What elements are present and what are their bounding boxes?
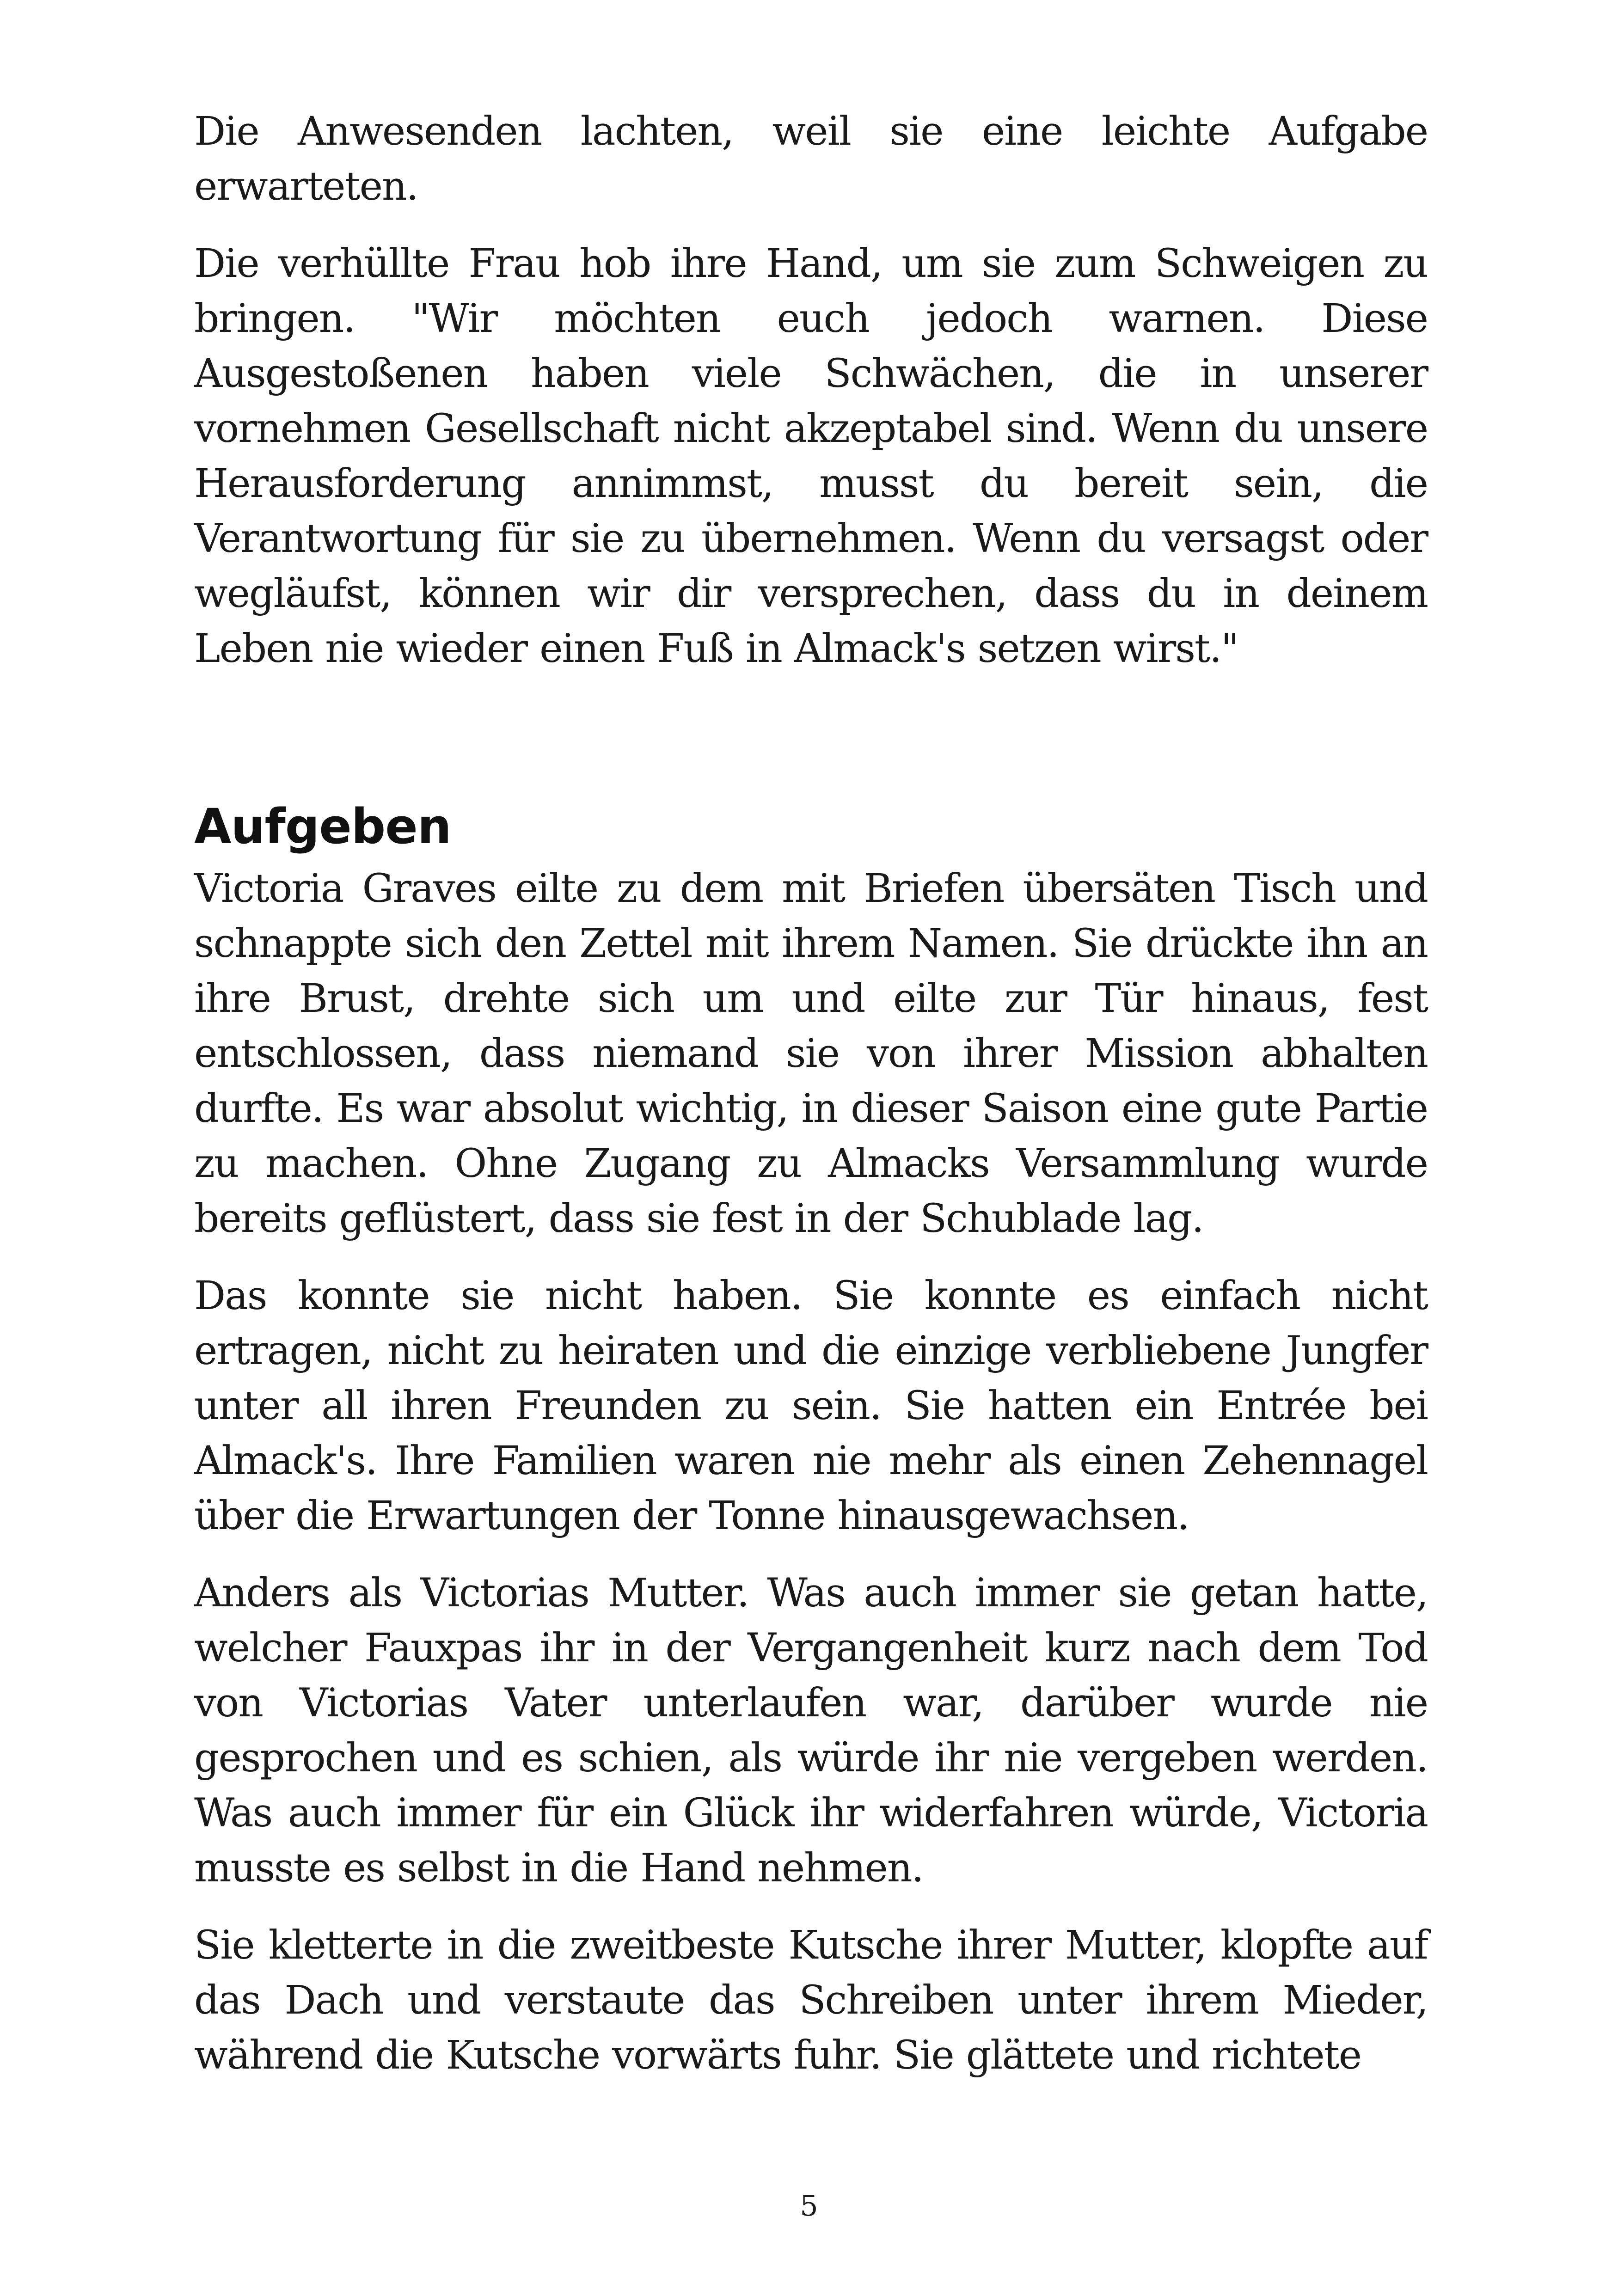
paragraph-2: Die verhüllte Frau hob ihre Hand, um sie zum Schweigen zu bringen. "Wir möchten euch jedoch warnen. Diese Ausgestoßenen haben viele Schwächen, die in unserer vornehmen Gesellschaft nicht akzeptabel sind. Wenn du unsere Herausforderung annimmst, musst du bereit sein, die Verantwortung für sie zu übernehmen. Wenn du versagst oder wegläufst, können wir dir versprechen, dass du in deinem Leben nie wieder einen Fuß in Almack's setzen wirst." bbox=[194, 241, 1428, 672]
page-number: 5 bbox=[800, 2189, 818, 2223]
paragraph-5: Anders als Victorias Mutter. Was auch immer sie getan hatte, welcher Fauxpas ihr in der Vergangenheit kurz nach dem Tod von Victorias Vater unterlaufen war, darüber wurde nie gesprochen und es schien, als würde ihr nie vergeben werden. Was auch immer für ein Glück ihr widerfahren würde, Victoria musste es selbst in die Hand nehmen. bbox=[194, 1570, 1428, 1891]
paragraph-3: Victoria Graves eilte zu dem mit Briefen übersäten Tisch und schnappte sich den Zettel mit ihrem Namen. Sie drückte ihn an ihre Brust, drehte sich um und eilte zur Tür hinaus, fest entschlossen, dass niemand sie von ihrer Mission abhalten durfte. Es war absolut wichtig, in dieser Saison eine gute Partie zu machen. Ohne Zugang zu Almacks Versammlung wurde bereits geflüstert, dass sie fest in der Schublade lag. bbox=[194, 866, 1428, 1242]
section-heading: Aufgeben bbox=[194, 798, 451, 855]
paragraph-6: Sie kletterte in die zweitbeste Kutsche ihrer Mutter, klopfte auf das Dach und verstaute das Schreiben unter ihrem Mieder, während die Kutsche vorwärts fuhr. Sie glättete und richtete bbox=[194, 1923, 1428, 2078]
paragraph-1: Die Anwesenden lachten, weil sie eine leichte Aufgabe erwarteten. bbox=[194, 109, 1428, 209]
page-body bbox=[194, 104, 1428, 2083]
paragraph-4: Das konnte sie nicht haben. Sie konnte es einfach nicht ertragen, nicht zu heiraten und die einzige verbliebene Jungfer unter all ihren Freunden zu sein. Sie hatten ein Entrée bei Almack's. Ihre Familien waren nie mehr als einen Zehennagel über die Erwartungen der Tonne hinausgewachsen. bbox=[194, 1273, 1428, 1539]
